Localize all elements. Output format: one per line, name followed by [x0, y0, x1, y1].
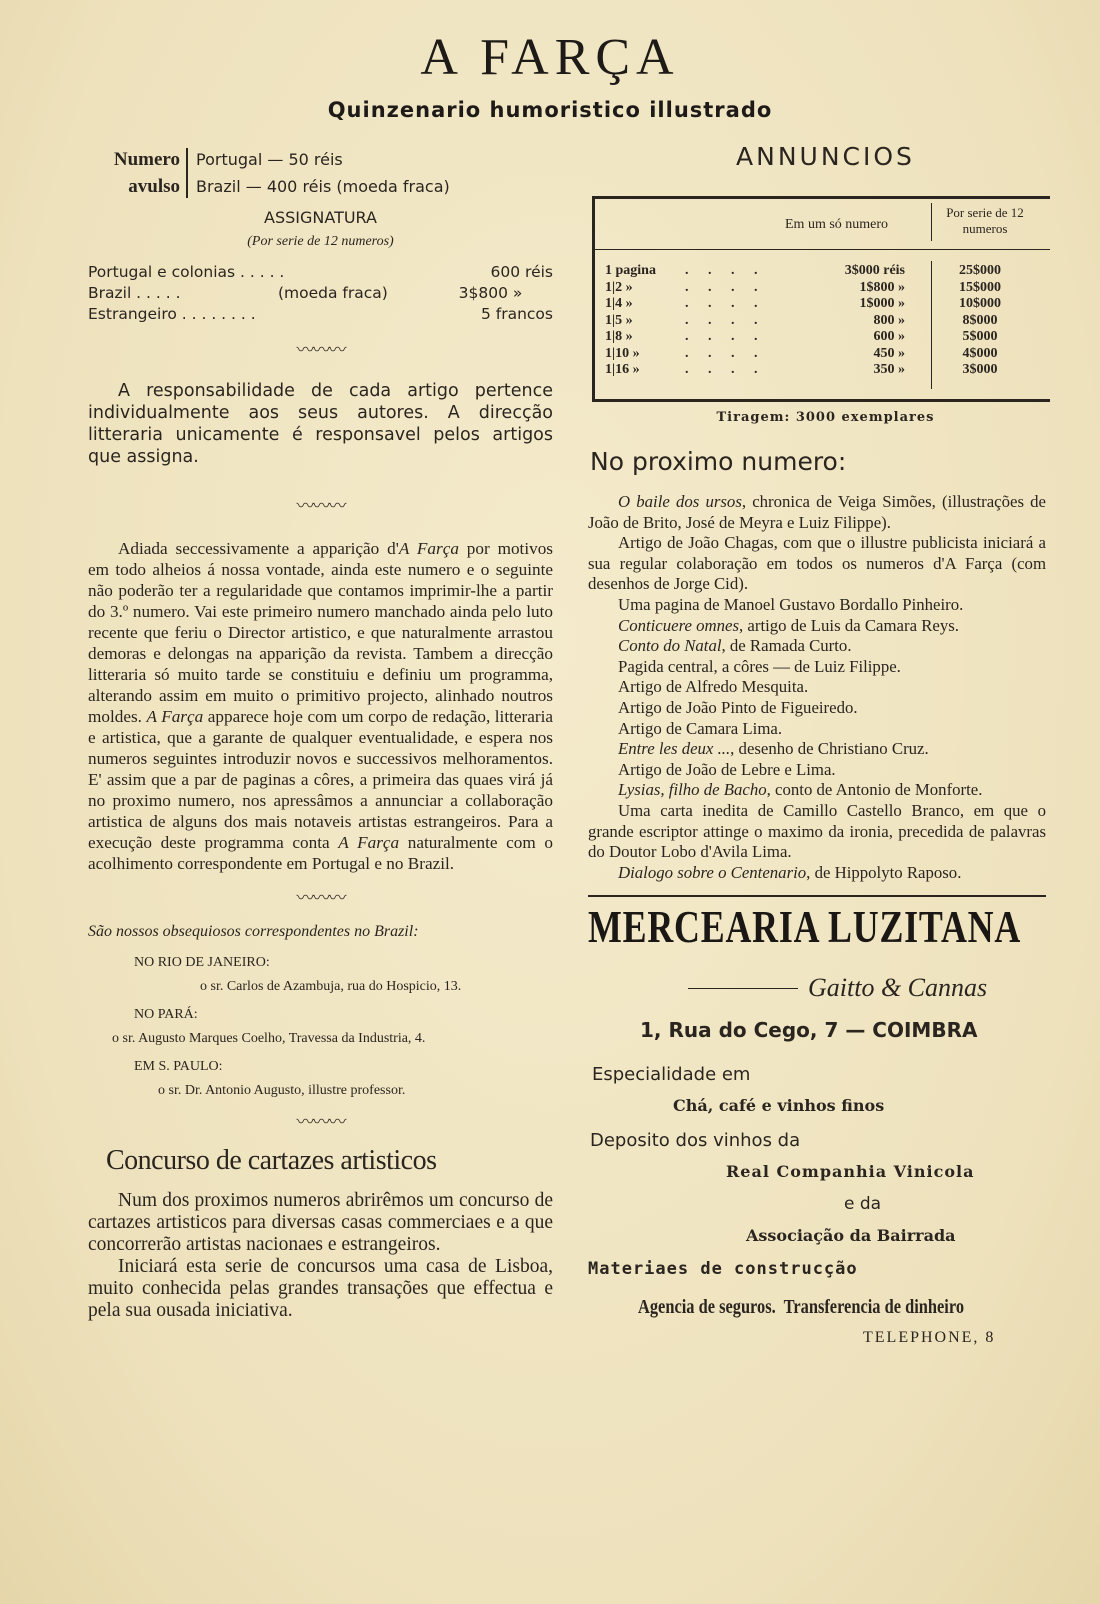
servicos-wrap: [638, 1293, 1046, 1321]
annuncio-size: 1|8 »: [605, 329, 633, 344]
correspondente-city: NO RIO DE JANEIRO:: [134, 955, 270, 970]
annuncio-single: 450 »: [873, 345, 905, 361]
ornament-divider: 〰〰〰: [296, 496, 345, 517]
annuncio-row: [605, 313, 1035, 330]
correspondente-person: o sr. Carlos de Azambuja, rua do Hospicio, 13.: [200, 979, 462, 994]
annuncio-series: 8$000: [962, 312, 998, 328]
annuncio-single: 800 »: [873, 312, 905, 328]
avulso-label: avulso: [128, 176, 180, 197]
proximo-item: Conticuere omnes, artigo de Luis da Camara Reys.: [618, 615, 959, 635]
annuncios-table: [592, 196, 1050, 402]
annuncio-single: 3$000 réis: [844, 263, 905, 278]
annuncio-row: [605, 346, 1035, 363]
numero-avulso: [88, 146, 553, 202]
responsabilidade-note: A responsabilidade de cada artigo pertence individualmente aos seus autores. A direcção litteraria unicamente é responsavel pelos artigos que assigna.: [88, 381, 553, 467]
proximo-item: Artigo de João Chagas, com que o illustre publicista iniciará a sua regular colaboração em todos os numeros d'A Farça (com desenhos de Jorge Cid).: [588, 533, 1046, 594]
editorial-text: Adiada seccessivamente a apparição d'A Farça por motivos em todo alheios á nossa vontade, ainda este numero e o seguinte não poderão ter a regularidade que contamos imprimir-lhe a partir do 3.º numero. Vai este primeiro numero manchado ainda pelo luto recente que feriu o Director artistico, e que naturalmente arrastou demoras e delongas na apparição da revista. Tambem a direcção litteraria só muito tarde se constituiu e definiu um programma, alterando assim em muito o primitivo projecto, alinhado noutros moldes. A Farça apparece hoje com um corpo de redação, litteraria e artistica, que a garante de qualquer eventualidade, e espera nos numeros seguintes introduzir novos e successivos melhoramentos. E' assim que a par de paginas a côres, a primeira das quaes virá já no proximo numero, nos apressâmos a annunciar a collaboração artistica de alguns dos mais notaveis artistas estrangeiros. Para a execução deste programma conta A Farça naturalmente com o acolhimento correspondente em Portugal e no Brazil.: [88, 539, 553, 873]
mercearia-name-wrap: [588, 897, 1046, 961]
proximo-item: Conto do Natal, de Ramada Curto.: [618, 636, 852, 656]
masthead-subtitle: Quinzenario humoristico illustrado: [327, 98, 773, 122]
annuncio-size: 1|16 »: [605, 362, 640, 377]
assignatura-row: Portugal e colonias . . . . . 600 réis: [88, 263, 553, 281]
proximo-item: Lysias, filho de Bacho, conto de Antonio de Monforte.: [618, 780, 983, 800]
assignatura-table: [88, 262, 553, 325]
mercearia-name: MERCEARIA LUZITANA: [588, 901, 1022, 953]
proximo-item: Entre les deux ..., desenho de Christiano Cruz.: [618, 739, 929, 759]
concurso-text: Num dos proximos numeros abrirêmos um concurso de cartazes artisticos para diversas casas commerciaes e a que concorrerão artistas nacionaes e estrangeiros. Iniciará esta serie de concursos uma casa de Lisboa, muito conhecida pelas grandes transações que effectua e pela sua ousada iniciativa.: [88, 1190, 553, 1321]
right-flow: [588, 446, 1046, 1349]
correspondentes-list: [88, 954, 553, 1100]
annuncio-single: 1$800 »: [859, 279, 905, 295]
correspondente-person: o sr. Dr. Antonio Augusto, illustre professor.: [158, 1083, 406, 1098]
column-header: Em um só numero: [785, 217, 889, 232]
annuncio-series: 10$000: [959, 296, 1001, 311]
deposito: Deposito dos vinhos da: [590, 1130, 801, 1152]
produtos: Chá, café e vinhos finos: [673, 1096, 885, 1116]
companhia: Real Companhia Vinicola: [726, 1162, 975, 1182]
annuncio-size: 1|2 »: [605, 279, 633, 295]
avulso-price: Brazil — 400 réis (moeda fraca): [196, 177, 450, 196]
mercearia-owners: Gaitto & Cannas: [808, 973, 988, 1003]
proximo-list: [588, 492, 1046, 883]
leader-dots: . . . .: [685, 263, 766, 278]
materiaes: Materiaes de construcção: [588, 1259, 858, 1280]
annuncio-series: 4$000: [962, 345, 998, 361]
annuncio-size: 1|10 »: [605, 345, 640, 361]
proximo-item: Artigo de Alfredo Mesquita.: [618, 677, 809, 697]
correspondente-city: NO PARÁ:: [134, 1007, 198, 1022]
annuncio-single: 350 »: [873, 362, 905, 377]
mercearia-address: 1, Rua do Cego, 7 — COIMBRA: [640, 1018, 978, 1043]
annuncios-rows: [605, 263, 1035, 379]
column-header: Por serie de 12 numeros: [946, 205, 1024, 236]
tiragem: Tiragem: 3000 exemplares: [716, 410, 935, 425]
annuncios-heading: ANNUNCIOS: [736, 142, 915, 171]
annuncio-series: 3$000: [962, 362, 998, 377]
especialidade: Especialidade em: [592, 1064, 751, 1086]
ornament-divider: 〰〰〰: [296, 888, 345, 909]
owners-row: [688, 973, 1046, 1003]
leader-dots: . . . .: [685, 296, 766, 311]
assignatura-row: Brazil . . . . . (moeda fraca) 3$800 »: [88, 284, 523, 302]
ornament-divider: 〰〰〰: [296, 1112, 345, 1133]
annuncio-row: [605, 280, 1035, 297]
assignatura-row: Estrangeiro . . . . . . . . 5 francos: [88, 305, 553, 323]
annuncio-row: [605, 329, 1035, 346]
e-da: e da: [844, 1194, 882, 1215]
telephone: TELEPHONE, 8: [863, 1329, 996, 1347]
correspondente-city: EM S. PAULO:: [134, 1059, 223, 1074]
assignatura-heading: ASSIGNATURA: [264, 208, 377, 227]
proximo-item: Uma carta inedita de Camillo Castello Branco, em que o grande escriptor attinge o maximo da ironia, precedida de palavras do Doutor Lobo d'Avila Lima.: [588, 800, 1046, 862]
leader-dots: . . . .: [685, 312, 766, 328]
proximo-item: Uma pagina de Manoel Gustavo Bordallo Pinheiro.: [618, 594, 964, 614]
leader-dots: . . . .: [685, 329, 766, 344]
concurso-heading: Concurso de cartazes artisticos: [106, 1145, 437, 1176]
annuncio-row: [605, 362, 1035, 379]
avulso-label: Numero: [113, 149, 180, 170]
assignatura-sub: (Por serie de 12 numeros): [247, 234, 394, 249]
correspondentes-heading: São nossos obsequiosos correspondentes no Brazil:: [88, 923, 419, 940]
annuncio-size: 1 pagina: [605, 263, 656, 278]
annuncio-single: 600 »: [873, 329, 905, 344]
left-flow: [88, 496, 553, 1322]
proximo-item: Artigo de João Pinto de Figueiredo.: [618, 697, 858, 717]
leader-dots: . . . .: [685, 362, 766, 377]
leader-dots: . . . .: [685, 345, 766, 361]
annuncio-size: 1|5 »: [605, 312, 633, 328]
associacao: Associação da Bairrada: [746, 1226, 956, 1246]
annuncio-single: 1$000 »: [859, 296, 905, 311]
servicos: Agencia de seguros. Transferencia de dinheiro: [638, 1296, 965, 1319]
masthead-title: A FARÇA: [420, 29, 680, 86]
annuncio-size: 1|4 »: [605, 296, 633, 311]
annuncio-series: 5$000: [962, 329, 998, 344]
avulso-price: Portugal — 50 réis: [196, 150, 343, 169]
proximo-item: Artigo de João de Lebre e Lima.: [618, 759, 836, 779]
ornament-divider: 〰〰〰: [296, 340, 345, 361]
leader-dots: . . . .: [685, 279, 766, 295]
proximo-item: Pagida central, a côres — de Luiz Filippe.: [618, 656, 901, 676]
proximo-item: Dialogo sobre o Centenario, de Hippolyto Raposo.: [618, 862, 962, 882]
correspondente-person: o sr. Augusto Marques Coelho, Travessa da Industria, 4.: [112, 1031, 426, 1046]
annuncio-series: 15$000: [959, 279, 1001, 295]
annuncio-row: [605, 296, 1035, 313]
annuncio-row: [605, 263, 1035, 280]
proximo-item: Artigo de Camara Lima.: [618, 718, 783, 738]
annuncio-series: 25$000: [959, 263, 1001, 278]
proximo-heading: No proximo numero:: [590, 447, 847, 476]
proximo-item: O baile dos ursos, chronica de Veiga Simões, (illustrações de João de Brito, José de Meyra e Luiz Filippe).: [588, 492, 1047, 532]
